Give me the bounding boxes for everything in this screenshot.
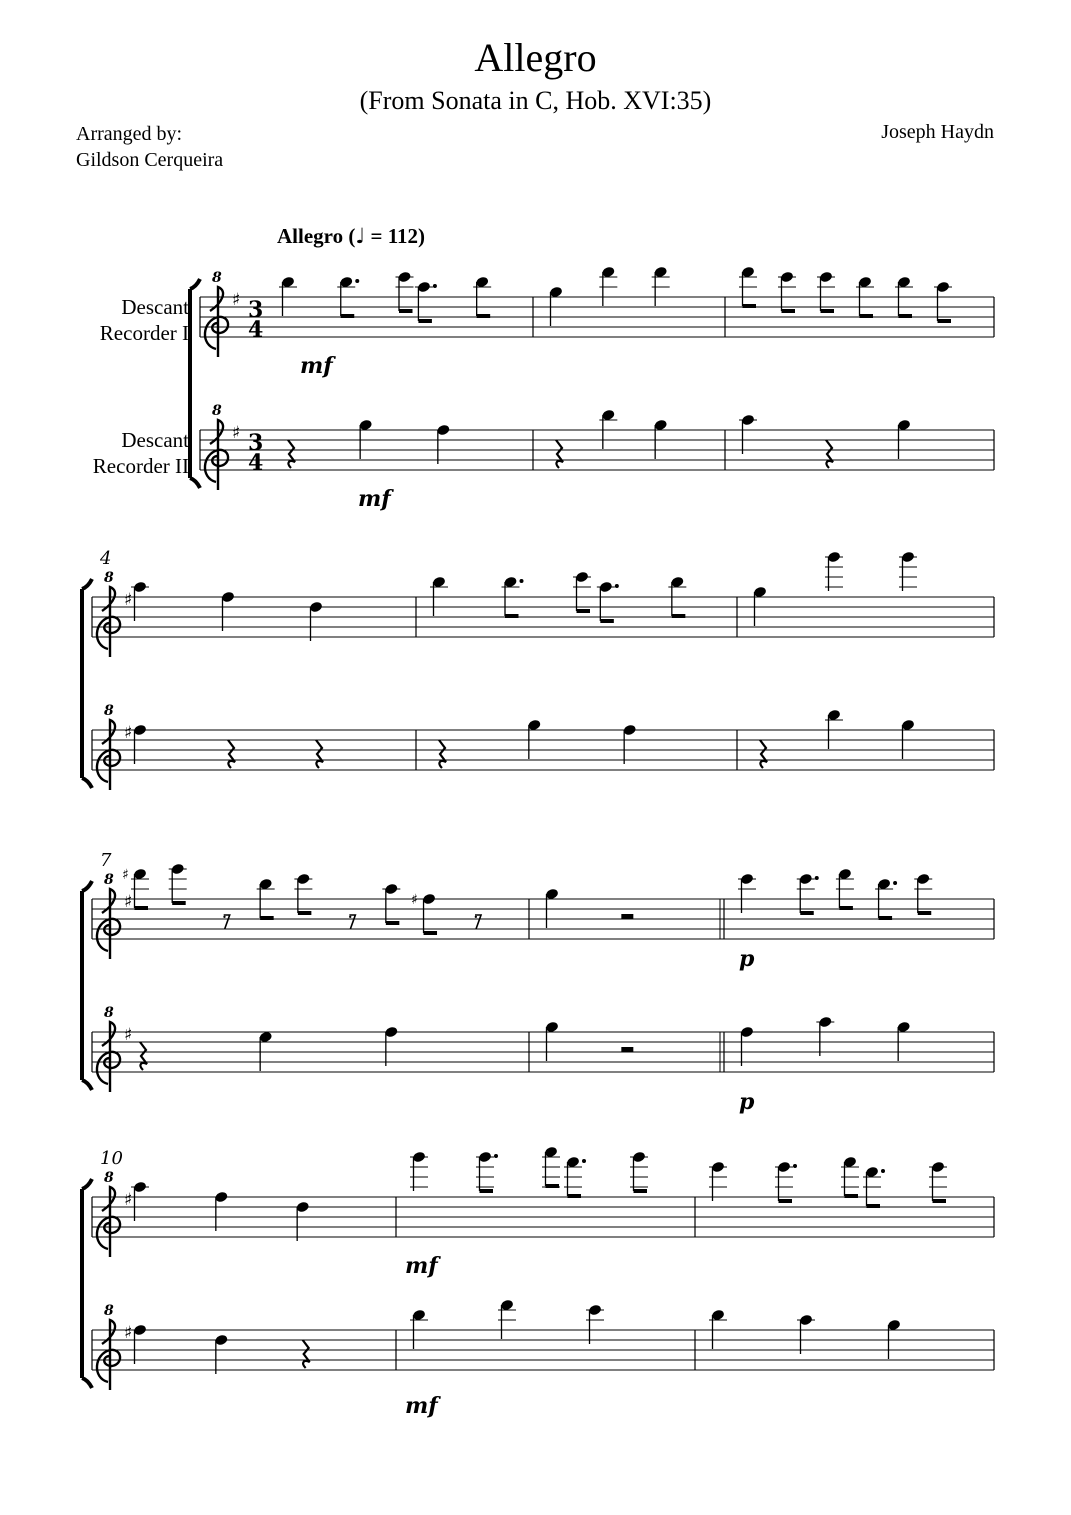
- key-signature-sharp: ♯: [124, 1190, 133, 1210]
- staff: [92, 1330, 994, 1370]
- clef-octave-mark: 8: [212, 403, 222, 419]
- half-rest: [621, 1047, 633, 1052]
- augmentation-dot: [793, 1164, 797, 1168]
- clef-octave-mark: 8: [104, 872, 114, 888]
- instrument-label-line: Recorder I: [99, 321, 189, 345]
- key-signature-sharp: ♯: [232, 290, 241, 310]
- staff: [200, 297, 994, 337]
- key-signature-sharp: ♯: [232, 423, 241, 443]
- eighth-rest-dot: ·: [221, 907, 228, 928]
- clef-octave-mark: 8: [104, 703, 114, 719]
- quarter-rest: [439, 740, 446, 768]
- key-signature-sharp: ♯: [124, 892, 133, 912]
- quarter-rest: [556, 440, 563, 468]
- quarter-rest: [228, 740, 235, 768]
- key-signature-sharp: ♯: [124, 1323, 133, 1343]
- dynamic-mf: mf: [300, 353, 333, 379]
- composer-credit: Joseph Haydn: [881, 121, 994, 143]
- clef-octave-mark: 8: [104, 570, 114, 586]
- quarter-rest: [288, 440, 295, 468]
- staff: [200, 430, 994, 470]
- quarter-rest: [316, 740, 323, 768]
- half-rest: [621, 914, 633, 919]
- accidental-sharp: ♯: [122, 867, 129, 883]
- quarter-note-icon: ♩: [355, 224, 366, 248]
- dynamic-mf: mf: [358, 486, 391, 512]
- instrument-label-line: Recorder II: [92, 454, 189, 478]
- system-bracket: [190, 279, 200, 488]
- key-signature-sharp: ♯: [124, 590, 133, 610]
- measure-number: 10: [100, 1148, 123, 1169]
- tempo-text: Allegro (: [277, 224, 356, 248]
- eighth-rest-dot: ·: [347, 907, 354, 928]
- time-signature-bottom: 4: [248, 450, 264, 476]
- clef-octave-mark: 8: [104, 1170, 114, 1186]
- staff: [92, 1197, 994, 1237]
- time-signature-top: 3: [248, 430, 264, 456]
- staff: [92, 730, 994, 770]
- clef-octave-mark: 8: [104, 1303, 114, 1319]
- system-bracket: [82, 1179, 92, 1388]
- key-signature-sharp: ♯: [124, 723, 133, 743]
- clef-octave-mark: 8: [104, 1005, 114, 1021]
- quarter-rest: [140, 1042, 147, 1070]
- staff: [92, 1032, 994, 1072]
- augmentation-dot: [815, 876, 819, 880]
- augmentation-dot: [582, 1159, 586, 1163]
- score-subtitle: (From Sonata in C, Hob. XVI:35): [359, 86, 712, 115]
- staff: [92, 597, 994, 637]
- instrument-label-line: Descant: [121, 428, 189, 452]
- tempo-value: = 112): [365, 224, 426, 248]
- augmentation-dot: [433, 284, 437, 288]
- eighth-rest-dot: ·: [473, 907, 479, 928]
- dynamic-p: p: [739, 946, 755, 972]
- key-signature-sharp: ♯: [124, 1025, 133, 1045]
- quarter-rest: [760, 740, 767, 768]
- arranger-label: Arranged by:: [76, 123, 183, 145]
- system-bracket: [82, 881, 92, 1090]
- augmentation-dot: [881, 1169, 885, 1173]
- clef-octave-mark: 8: [212, 270, 222, 286]
- measure-number: 7: [100, 850, 112, 871]
- system-bracket: [82, 579, 92, 788]
- arranger-name: Gildson Cerqueira: [76, 149, 224, 171]
- augmentation-dot: [615, 584, 619, 588]
- augmentation-dot: [355, 279, 359, 283]
- augmentation-dot: [494, 1154, 498, 1158]
- dynamic-mf: mf: [405, 1253, 438, 1279]
- measure-number: 4: [100, 548, 112, 569]
- accidental-sharp: ♯: [411, 892, 418, 908]
- quarter-rest: [826, 440, 833, 468]
- instrument-label-line: Descant: [121, 295, 189, 319]
- augmentation-dot: [520, 579, 524, 583]
- time-signature-top: 3: [248, 297, 264, 323]
- time-signature-bottom: 4: [248, 317, 264, 343]
- score-title: Allegro: [474, 35, 597, 80]
- quarter-rest: [303, 1340, 310, 1368]
- dynamic-p: p: [739, 1089, 755, 1115]
- dynamic-mf: mf: [405, 1393, 438, 1419]
- augmentation-dot: [893, 881, 897, 885]
